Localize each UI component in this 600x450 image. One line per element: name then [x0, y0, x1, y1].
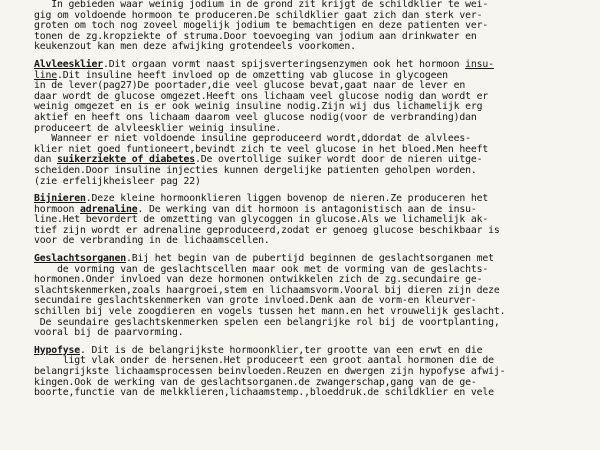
- term-insuline: insu-: [465, 58, 494, 70]
- text-line: daar wordt de glucose omgezet.Heeft ons lichaam veel glucose nodig dan wordt er: [34, 90, 489, 102]
- text-line: ligt vlak onder de hersenen.Het produceert een groot aantal hormonen die de: [34, 355, 494, 367]
- text-line: dan suikerziekte of diabetes.De overtollige suiker wordt door de nieren uitge-: [34, 154, 483, 166]
- term-insuline: line: [34, 69, 57, 81]
- text-line: Bijnieren.Deze kleine hormoonklieren liggen bovenop de nieren.Ze produceren het: [34, 193, 489, 205]
- text-line: de vorming van de geslachtscellen maar ook met de vorming van de geslachts-: [34, 263, 489, 275]
- text-line: groten om toch nog zoveel mogelijk jodium te bemachtigen en deze patienten ver-: [34, 20, 489, 32]
- term-suikerziekte: suikerziekte of diabetes: [57, 154, 195, 166]
- section-heading: Bijnieren: [34, 193, 86, 205]
- text-line: De seundaire geslachtskenmerken spelen een belangrijke rol bij de voortplanting,: [34, 316, 500, 328]
- text-line: Wanneer er niet voldoende insuline geproduceerd wordt,ddordat de alvlees-: [34, 133, 471, 145]
- text-line: In gebieden waar weinig jodium in de grond zit krijgt de schildklier te wei-: [34, 0, 489, 10]
- text-line: tief zijn wordt er adrenaline geproduceerd,zodat er genoeg glucose beschikbaar is: [34, 224, 500, 236]
- text-line: line.Het bevordert de omzetting van glycoggen in glucose.Als we lichamelijk ak-: [34, 214, 489, 226]
- term-adrenaline: adrenaline: [80, 203, 138, 215]
- section-hypofyse: [34, 346, 596, 399]
- text-line: secundaire geslachtskenmerken van grote invloed.Denk aan de vorm-en kleurver-: [34, 295, 477, 307]
- paragraph-intro: [34, 0, 596, 53]
- text-line: kingen.Ook de werking van de geslachtsorganen.de zwangerschap,gang van de ge-: [34, 376, 477, 388]
- text-line: hormonen.Onder invloed van deze hormonen ontwikkelen zich de zg.secundaire ge-: [34, 274, 483, 286]
- section-heading: Alvleesklier: [34, 58, 103, 70]
- text-line: produceert de alvleesklier weinig insuline.: [34, 122, 282, 134]
- text-line: Geslachtsorganen.Bij het begin van de pubertijd beginnen de geslachtsorganen met: [34, 253, 494, 265]
- text-line: scheiden.Door insuline injecties kunnen dergelijke patienten geholpen worden.: [34, 164, 477, 176]
- section-alvleesklier: [34, 60, 596, 187]
- text-line: weinig omgezet en is er ook weinig insuline nodig.Zijn wij dus lichamelijk erg: [34, 101, 483, 113]
- text-line: keukenzout kan men deze afwijking grotendeels voorkomen.: [34, 41, 356, 53]
- text-line: aktief en heeft ons lichaam daarom veel glucose nodig(voor de verbranding)dan: [34, 111, 477, 123]
- text-line: boorte,functie van de melkklieren,lichaamstemp.,bloeddruk.de schildklier en vele: [34, 387, 494, 399]
- text-line: Alvleesklier.Dit orgaan vormt naast spijsverteringsenzymen ook het hormoon insu-: [34, 58, 494, 70]
- text-line: klier niet goed funtioneert,bevindt zich te veel glucose in het bloed.Men heeft: [34, 143, 489, 155]
- text-line: gig om voldoende hormoon te produceren.De schildklier gaat zich dan sterk ver-: [34, 9, 483, 21]
- text-line: line.Dit insuline heeft invloed op de omzetting vab glucose in glycogeen: [34, 69, 448, 81]
- section-geslachtsorganen: [34, 254, 596, 339]
- section-heading: Hypofyse: [34, 344, 80, 356]
- text-line: slachtskenmerken,zoals haargroei,stem en lichaamsvorm.Vooral bij dieren zijn deze: [34, 284, 500, 296]
- text-line: Hypofyse. Dit is de belangrijkste hormoonklier,ter grootte van een erwt en die: [34, 344, 483, 356]
- text-line: schillen bij vele zoogdieren en vogels tussen het mann.en het vrouwelijk geslacht.: [34, 306, 506, 318]
- text-line: in de lever(pag27)De poortader,die veel glucose bevat,gaat naar de lever en: [34, 80, 466, 92]
- document-body: [34, 0, 596, 399]
- text-line: voor de verbranding in de lichaamscellen.: [34, 235, 270, 247]
- section-heading: Geslachtsorganen: [34, 253, 126, 265]
- text-line: (zie erfelijkheisleer pag 22): [34, 175, 201, 187]
- text-line: vooral bij de paarvorming.: [34, 327, 184, 339]
- text-line: belangrijkste lichaamsprocessen beinvloeden.Reuzen en dwergen zijn hypofyse afwij-: [34, 366, 506, 377]
- text-line: tonen de zg.kropziekte of struma.Door toevoeging van jodium aan drinkwater en: [34, 30, 477, 42]
- section-bijnieren: [34, 194, 596, 247]
- text-line: hormoon adrenaline. De werking van dit hormoon is antagonistisch aan de insu-: [34, 203, 477, 215]
